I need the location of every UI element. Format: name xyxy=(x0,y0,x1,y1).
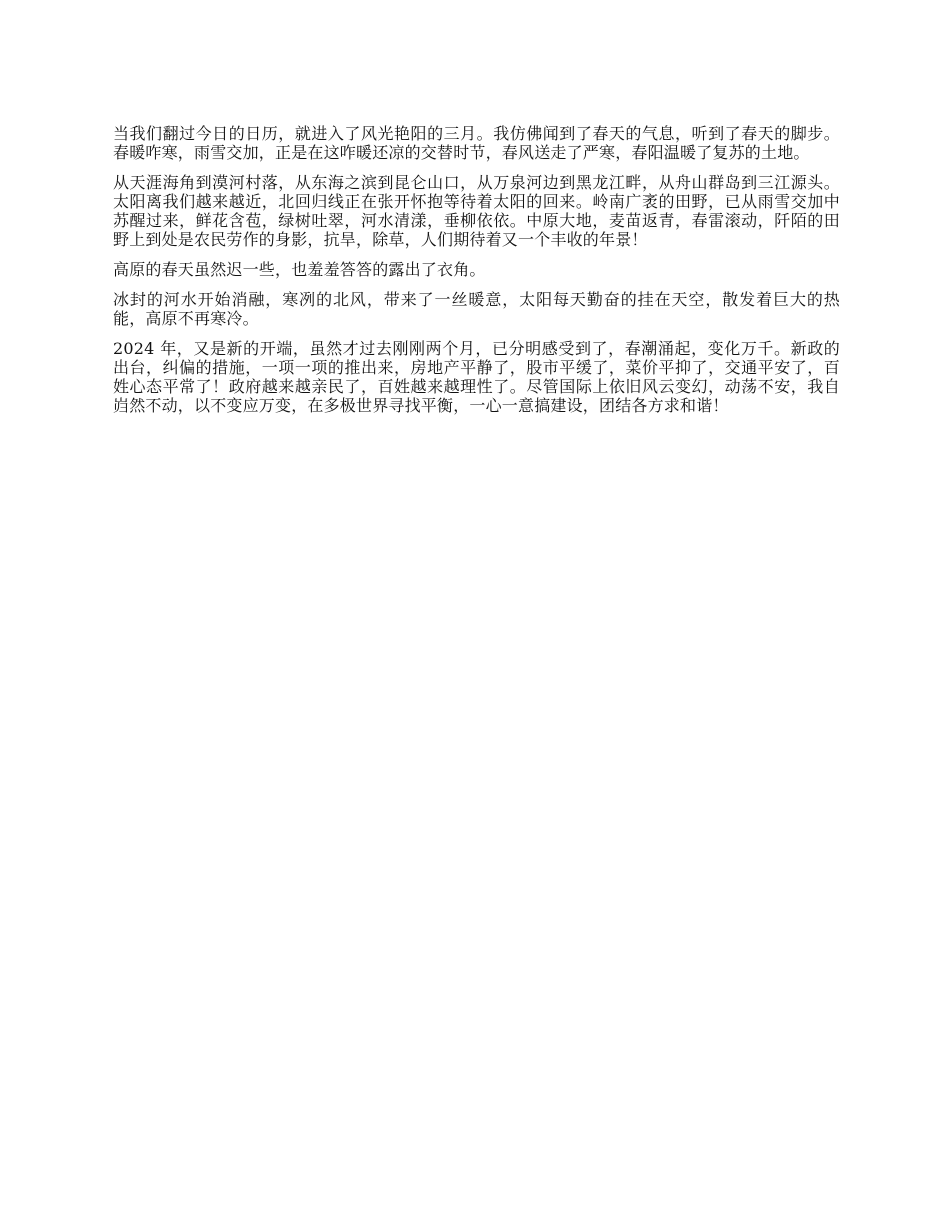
paragraph-1: 当我们翻过今日的日历，就进入了风光艳阳的三月。我仿佛闻到了春天的气息，听到了春天的脚步。春暖咋寒，雨雪交加，正是在这咋暖还凉的交替时节，春风送走了严寒，春阳温暖了复苏的土地。 xyxy=(113,124,840,162)
paragraph-5: 2024 年，又是新的开端，虽然才过去刚刚两个月，已分明感受到了，春潮涌起，变化万千。新政的出台，纠偏的措施，一项一项的推出来，房地产平静了，股市平缓了，菜价平抑了，交通平安了，百姓心态平常了！政府越来越亲民了，百姓越来越理性了。尽管国际上依旧风云变幻，动荡不安，我自岿然不动，以不变应万变，在多极世界寻找平衡，一心一意搞建设，团结各方求和谐！ xyxy=(113,339,840,415)
paragraph-2: 从天涯海角到漠河村落，从东海之滨到昆仑山口，从万泉河边到黑龙江畔，从舟山群岛到三江源头。太阳离我们越来越近，北回归线正在张开怀抱等待着太阳的回来。岭南广袤的田野，已从雨雪交加中苏醒过来，鲜花含苞，绿树吐翠，河水清漾，垂柳依依。中原大地，麦苗返青，春雷滚动，阡陌的田野上到处是农民劳作的身影，抗旱，除草，人们期待着又一个丰收的年景！ xyxy=(113,173,840,249)
paragraph-3: 高原的春天虽然迟一些，也羞羞答答的露出了衣角。 xyxy=(113,260,486,279)
paragraph-4: 冰封的河水开始消融，寒冽的北风，带来了一丝暖意，太阳每天勤奋的挂在天空，散发着巨大的热能，高原不再寒冷。 xyxy=(113,290,840,328)
document-body xyxy=(113,124,840,426)
